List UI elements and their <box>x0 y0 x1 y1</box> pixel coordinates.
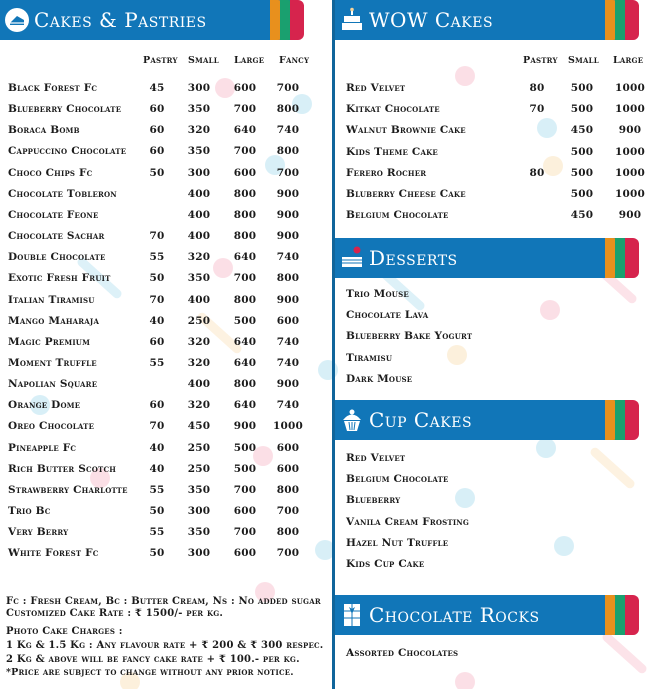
price-pastry: 50 <box>149 166 165 179</box>
price-large: 700 <box>233 483 257 496</box>
column-header-small: Small <box>568 55 599 66</box>
item-name: Oreo Chocolate <box>8 420 95 433</box>
photo-cake-title: Photo Cake Charges : <box>6 626 123 637</box>
item-name: Chocolate Sachar <box>8 230 105 243</box>
price-fancy: 900 <box>276 378 300 391</box>
price-pastry: 60 <box>149 124 165 137</box>
table-row <box>0 124 650 142</box>
table-row <box>0 484 330 502</box>
price-large: 700 <box>233 272 257 285</box>
item-name: Magic Premium <box>8 335 91 348</box>
price-pastry: 60 <box>149 399 165 412</box>
column-header-fancy: Fancy <box>279 55 310 66</box>
price-small: 500 <box>570 145 594 158</box>
price-pastry: 40 <box>149 314 165 327</box>
cakes-pastries-title: Cakes & Pastries <box>34 8 207 32</box>
price-large: 900 <box>618 209 642 222</box>
item-name: Blueberry Chocolate <box>8 103 122 116</box>
price-large: 640 <box>233 356 257 369</box>
price-large: 640 <box>233 124 257 137</box>
price-fancy: 740 <box>276 399 300 412</box>
price-large: 700 <box>233 103 257 116</box>
price-large: 800 <box>233 378 257 391</box>
wow-cakes-banner <box>335 0 635 40</box>
price-fancy: 740 <box>276 124 300 137</box>
table-row <box>0 251 330 269</box>
price-fancy: 700 <box>276 547 300 560</box>
price-pastry: 55 <box>149 356 165 369</box>
price-small: 300 <box>187 505 211 517</box>
table-row <box>0 526 330 544</box>
price-large: 600 <box>233 547 257 560</box>
price-fancy: 600 <box>276 462 300 475</box>
price-small: 300 <box>187 82 211 94</box>
column-header-pastry: Pastry <box>143 55 178 66</box>
column-header-small: Small <box>188 55 219 66</box>
price-large: 1000 <box>614 82 646 94</box>
table-row <box>0 188 650 206</box>
price-fancy: 740 <box>276 356 300 369</box>
item-name: White Forest Fc <box>8 547 99 560</box>
column-header-pastry: Pastry <box>523 55 558 66</box>
price-small: 320 <box>187 124 211 137</box>
price-fancy: 800 <box>276 272 300 285</box>
price-small: 320 <box>187 335 211 348</box>
list-item: Vanila Cream Frosting <box>346 515 470 528</box>
price-fancy: 800 <box>276 145 300 158</box>
price-large: 800 <box>233 230 257 243</box>
list-item: Hazel Nut Truffle <box>346 536 449 549</box>
photo-cake-line-1: 1 Kg & 1.5 Kg : Any flavour rate + ₹ 200 & ₹ 300 respec. <box>6 640 324 651</box>
price-small: 500 <box>570 103 594 116</box>
price-fancy: 600 <box>276 441 300 454</box>
list-item: Blueberry <box>346 494 401 507</box>
price-fancy: 700 <box>276 166 300 179</box>
price-small: 350 <box>187 483 211 496</box>
price-disclaimer: *Price are subject to change without any prior notice. <box>6 667 294 678</box>
birthday-cake-icon <box>335 0 369 40</box>
price-small: 350 <box>187 103 211 116</box>
item-name: Choco Chips Fc <box>8 166 93 179</box>
price-large: 700 <box>233 526 257 539</box>
item-name: Black Forest Fc <box>8 82 98 94</box>
price-small: 320 <box>187 399 211 412</box>
price-pastry: 70 <box>149 420 165 433</box>
price-pastry: 70 <box>149 230 165 243</box>
item-name: Belgium Chocolate <box>346 209 449 222</box>
price-small: 400 <box>187 208 211 221</box>
price-large: 500 <box>233 314 257 327</box>
item-name: Napolian Square <box>8 378 98 391</box>
table-row <box>0 378 330 396</box>
item-name: Chocolate Feone <box>8 208 99 221</box>
table-row <box>0 547 330 565</box>
price-small: 400 <box>187 187 211 200</box>
item-name: Strawberry Charlotte <box>8 483 128 496</box>
chocolate-bar-icon <box>335 595 369 635</box>
price-large: 800 <box>233 293 257 306</box>
price-large: 640 <box>233 251 257 264</box>
table-row <box>0 167 650 185</box>
list-item: Belgium Chocolate <box>346 473 449 486</box>
table-row <box>0 146 650 164</box>
item-name: Pineapple Fc <box>8 441 77 454</box>
item-name: Double Chocolate <box>8 251 106 264</box>
price-large: 500 <box>233 462 257 475</box>
cupcake-icon <box>335 400 369 440</box>
price-large: 600 <box>233 82 257 94</box>
list-item: Tiramisu <box>346 351 393 364</box>
item-name: Bluberry Cheese Cake <box>346 188 466 200</box>
price-fancy: 1000 <box>272 420 304 433</box>
price-large: 600 <box>233 166 257 179</box>
price-large: 800 <box>233 208 257 221</box>
cup-cakes-title: Cup Cakes <box>369 408 473 432</box>
item-name: Ferero Rocher <box>346 166 427 179</box>
price-pastry: 50 <box>149 272 165 285</box>
price-large: 900 <box>233 420 257 433</box>
table-row <box>0 103 650 121</box>
item-name: Italian Tiramisu <box>8 293 95 306</box>
column-header-large: Large <box>613 55 644 66</box>
price-pastry: 60 <box>149 103 165 116</box>
table-row <box>0 505 330 523</box>
item-name: Kids Theme Cake <box>346 145 438 158</box>
list-item: Assorted Chocolates <box>346 647 459 659</box>
chocolate-rocks-banner <box>335 595 635 635</box>
list-item: Red Velvet <box>346 452 406 464</box>
price-large: 600 <box>233 505 257 517</box>
desserts-title: Desserts <box>369 246 458 270</box>
price-small: 250 <box>187 314 211 327</box>
price-small: 500 <box>570 82 594 94</box>
price-small: 400 <box>187 293 211 306</box>
price-fancy: 900 <box>276 293 300 306</box>
price-small: 450 <box>187 420 211 433</box>
item-name: Boraca Bomb <box>8 124 80 137</box>
item-name: Orange Dome <box>8 399 81 412</box>
table-row <box>0 399 330 417</box>
list-item: Dark Mouse <box>346 372 413 385</box>
price-large: 1000 <box>614 145 646 158</box>
price-large: 640 <box>233 335 257 348</box>
price-small: 500 <box>570 188 594 200</box>
table-row <box>0 82 650 100</box>
table-row <box>0 420 330 438</box>
price-fancy: 800 <box>276 526 300 539</box>
price-small: 400 <box>187 230 211 243</box>
price-small: 250 <box>187 441 211 454</box>
price-pastry: 40 <box>149 441 165 454</box>
price-pastry: 45 <box>149 82 165 94</box>
item-name: Very Berry <box>8 526 69 539</box>
price-large: 1000 <box>614 103 646 116</box>
item-name: Red Velvet <box>346 82 406 94</box>
column-header-large: Large <box>234 55 265 66</box>
wow-cakes-title: WOW Cakes <box>369 8 494 32</box>
price-fancy: 740 <box>276 251 300 264</box>
price-small: 250 <box>187 462 211 475</box>
cake-slice-icon <box>0 0 34 40</box>
price-pastry: 50 <box>149 505 165 517</box>
price-small: 500 <box>570 166 594 179</box>
price-fancy: 900 <box>276 208 300 221</box>
list-item: Trio Mouse <box>346 288 409 300</box>
item-name: Walnut Brownie Cake <box>346 124 466 137</box>
table-row <box>0 294 330 312</box>
price-pastry: 60 <box>149 145 165 158</box>
dessert-icon <box>335 238 369 278</box>
price-pastry: 70 <box>149 293 165 306</box>
item-name: Trio Bc <box>8 505 51 517</box>
price-pastry: 80 <box>529 82 545 94</box>
price-pastry: 55 <box>149 483 165 496</box>
price-pastry: 40 <box>149 462 165 475</box>
price-large: 800 <box>233 187 257 200</box>
price-large: 640 <box>233 399 257 412</box>
item-name: Rich Butter Scotch <box>8 462 117 475</box>
price-small: 450 <box>570 124 594 137</box>
price-pastry: 70 <box>529 103 545 116</box>
price-large: 700 <box>233 145 257 158</box>
price-small: 450 <box>570 209 594 222</box>
price-fancy: 800 <box>276 103 300 116</box>
price-large: 1000 <box>614 188 646 200</box>
table-row <box>0 463 330 481</box>
table-row <box>0 272 330 290</box>
item-name: Kitkat Chocolate <box>346 103 440 116</box>
chocolate-rocks-title: Chocolate Rocks <box>369 603 540 627</box>
item-name: Cappuccino Chocolate <box>8 145 127 158</box>
price-small: 320 <box>187 251 211 264</box>
price-small: 350 <box>187 272 211 285</box>
price-pastry: 80 <box>529 166 545 179</box>
price-large: 500 <box>233 441 257 454</box>
price-pastry: 55 <box>149 251 165 264</box>
table-row <box>0 357 330 375</box>
table-row <box>0 336 330 354</box>
price-fancy: 900 <box>276 187 300 200</box>
item-name: Mango Maharaja <box>8 314 100 327</box>
price-pastry: 50 <box>149 547 165 560</box>
cup-cakes-banner <box>335 400 635 440</box>
table-row <box>0 209 650 227</box>
photo-cake-line-2: 2 Kg & above will be fancy cake rate + ₹ 100.- per kg. <box>6 654 300 665</box>
price-small: 350 <box>187 145 211 158</box>
cakes-pastries-banner <box>0 0 300 40</box>
list-item: Kids Cup Cake <box>346 558 425 570</box>
price-pastry: 60 <box>149 335 165 348</box>
price-fancy: 800 <box>276 483 300 496</box>
price-small: 300 <box>187 166 211 179</box>
price-small: 350 <box>187 526 211 539</box>
legend-note: Fc : Fresh Cream, Bc : Butter Cream, Ns : No added sugar <box>6 596 321 607</box>
item-name: Moment Truffle <box>8 356 97 369</box>
item-name: Exotic Fresh Fruit <box>8 272 111 285</box>
desserts-banner <box>335 238 635 278</box>
price-small: 320 <box>187 356 211 369</box>
table-row <box>0 315 330 333</box>
price-pastry: 55 <box>149 526 165 539</box>
price-small: 400 <box>187 378 211 391</box>
price-fancy: 600 <box>276 314 300 327</box>
price-fancy: 740 <box>276 335 300 348</box>
price-fancy: 700 <box>276 505 300 517</box>
item-name: Chocolate Tobleron <box>8 187 117 200</box>
price-large: 900 <box>618 124 642 137</box>
price-fancy: 900 <box>276 230 300 243</box>
price-small: 300 <box>187 547 211 560</box>
list-item: Blueberry Bake Yogurt <box>346 330 473 343</box>
table-row <box>0 230 330 248</box>
list-item: Chocolate Lava <box>346 309 429 322</box>
customized-rate-note: Customized Cake Rate : ₹ 1500/- per kg. <box>6 608 224 619</box>
table-row <box>0 442 330 460</box>
price-fancy: 700 <box>276 82 300 94</box>
price-large: 1000 <box>614 166 646 179</box>
